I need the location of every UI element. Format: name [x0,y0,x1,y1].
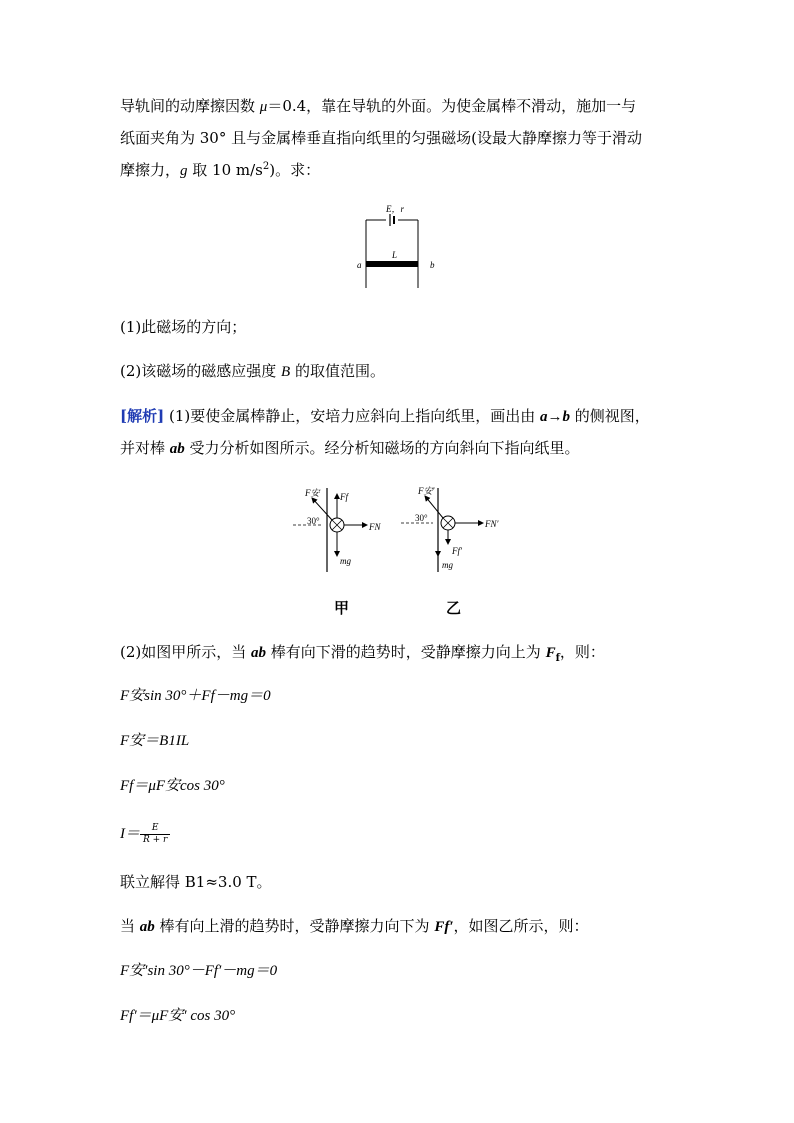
superscript: 2 [262,161,270,172]
solution-line-4 [120,916,589,937]
arrow-ampere [425,496,443,518]
label-emf: E，r [386,204,405,214]
text-segment: (2)该磁场的磁感应强度 [120,362,282,380]
solution-line-3 [120,642,605,663]
solution-line-2 [120,438,580,459]
label-mg: mg [340,556,351,566]
label-mg: mg [442,560,453,570]
equation-2: F安＝B1IL [120,733,190,749]
text-segment: 取 10 m/s [187,161,263,179]
equation-5: 联立解得 B1≈3.0 T。 [120,873,272,891]
text-segment: ，则： [559,643,605,661]
label-b: b [430,260,435,270]
text-segment: 导轨间的动摩擦因数 [120,97,260,115]
label-f-f: Ff [340,492,348,502]
metal-rod [366,261,418,267]
denominator: R + r [143,834,168,845]
a-to-b: a→b [540,409,570,425]
analysis-tag: [解析] [120,407,165,425]
equation-1: F安sin 30°＋Ff－mg＝0 [120,688,271,704]
numerator: E [140,823,170,835]
text-segment: I＝ [120,826,140,842]
diagram-yi [401,486,500,572]
solution-line-1 [120,406,650,427]
text-segment: 棒有向上滑的趋势时，受静摩擦力向下为 [154,917,435,935]
f-symbol: F [545,645,556,661]
question-1: (1)此磁场的方向； [120,318,247,336]
text-segment: (2)如图甲所示，当 [120,643,252,661]
problem-line-1 [120,96,636,117]
caption-jia: 甲 [334,599,350,617]
f-symbol: Ff′ [434,919,454,935]
ab-symbol: ab [169,441,185,457]
g-symbol: g [180,163,188,179]
problem-line-2: 纸面夹角为 30° 且与金属棒垂直指向纸里的匀强磁场(设最大静摩擦力等于滑动 [120,129,642,147]
text-segment: 棒有向下滑的趋势时，受静摩擦力向上为 [266,643,546,661]
label-angle: 30° [307,516,320,526]
text-segment: 当 [120,917,140,935]
text-segment: ＝0.4，靠在导轨的外面。为使金属棒不滑动，施加一与 [267,97,637,115]
equation-6: F安′sin 30°－Ff′－mg＝0 [120,963,278,979]
subscript: f [555,653,560,664]
label-length: L [392,250,398,260]
label-a: a [357,260,362,270]
question-2 [120,361,385,382]
problem-line-3 [120,160,320,181]
label-f-an: F安′ [418,486,435,496]
caption-yi: 乙 [446,599,462,617]
text-segment: 摩擦力， [120,161,181,179]
text-segment: 受力分析如图所示。经分析知磁场的方向斜向下指向纸里。 [184,439,580,457]
text-segment: 并对棒 [120,439,170,457]
label-f-n: FN′ [485,519,499,529]
b-symbol: B [281,364,291,380]
circuit-figure [352,200,442,290]
label-angle: 30° [415,513,428,523]
text-segment: 的侧视图， [570,407,650,425]
force-diagrams [285,480,525,580]
text-segment: ，如图乙所示，则： [453,917,589,935]
ab-symbol: ab [251,645,267,661]
label-f-an: F安 [305,488,320,498]
mu-symbol: μ [259,99,268,115]
text-segment: 的取值范围。 [290,362,385,380]
ab-symbol: ab [139,919,155,935]
text-segment: )。求： [269,161,321,179]
equation-7: Ff′＝μF安′ cos 30° [120,1008,236,1024]
text-segment: (1)要使金属棒静止，安培力应斜向上指向纸里，画出由 [164,407,540,425]
diagram-jia [293,488,381,572]
label-f-f: Ff′ [452,546,462,556]
equation-4 [120,820,170,847]
fraction [140,823,170,846]
equation-3: Ff＝μF安cos 30° [120,778,225,794]
label-f-n: FN [369,522,381,532]
